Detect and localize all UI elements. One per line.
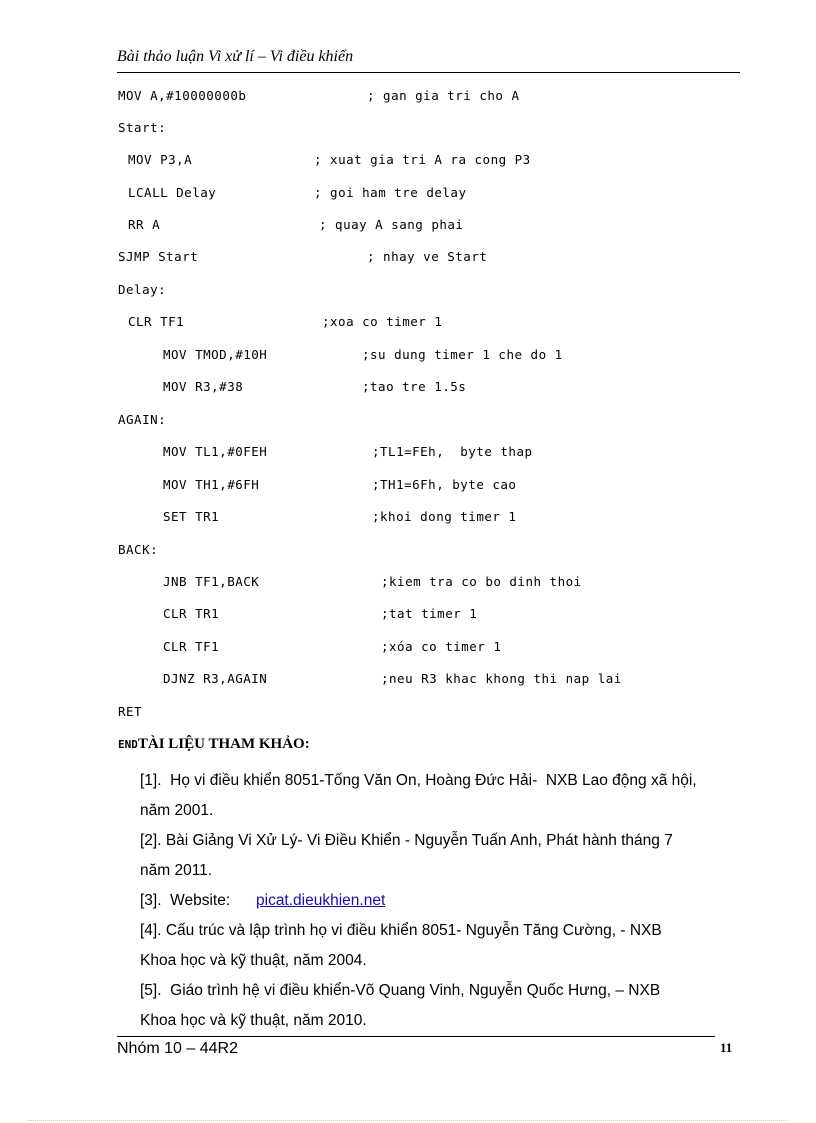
code-comment: ; goi ham tre delay xyxy=(314,185,467,200)
code-instr: SET TR1 xyxy=(163,509,220,524)
reference-item-4-line1: [4]. Cấu trúc và lập trình họ vi điều khiển 8051- Nguyễn Tăng Cường, - NXB xyxy=(140,922,662,939)
code-instr: DJNZ R3,AGAIN xyxy=(163,671,268,686)
code-comment: ;tat timer 1 xyxy=(381,606,478,621)
code-instr: SJMP Start xyxy=(118,249,199,264)
code-label: AGAIN: xyxy=(118,412,167,427)
code-label: Start: xyxy=(118,120,167,135)
page-bottom-dotted-line xyxy=(28,1120,788,1121)
code-instr: LCALL Delay xyxy=(128,185,217,200)
reference-item-5-line2: Khoa học và kỹ thuật, năm 2010. xyxy=(140,1012,367,1029)
code-instr: RR A xyxy=(128,217,161,232)
code-instr: MOV TL1,#0FEH xyxy=(163,444,268,459)
code-instr: CLR TF1 xyxy=(128,314,185,329)
reference-item-3-line1: [3]. Website: xyxy=(140,892,231,909)
end-label: END xyxy=(118,738,138,751)
code-comment: ; nhay ve Start xyxy=(367,249,488,264)
code-comment: ;TH1=6Fh, byte cao xyxy=(372,477,517,492)
code-label: BACK: xyxy=(118,542,159,557)
code-instr: JNB TF1,BACK xyxy=(163,574,260,589)
code-comment: ;TL1=FEh, byte thap xyxy=(372,444,533,459)
code-instr: MOV P3,A xyxy=(128,152,193,167)
reference-item-5-line1: [5]. Giáo trình hệ vi điều khiển-Võ Quang Vinh, Nguyễn Quốc Hưng, – NXB xyxy=(140,982,661,999)
code-comment: ;su dung timer 1 che do 1 xyxy=(362,347,563,362)
page-number: 11 xyxy=(720,1040,733,1055)
reference-item-2-line1: [2]. Bài Giảng Vi Xử Lý- Vi Điều Khiển - Nguyễn Tuấn Anh, Phát hành tháng 7 xyxy=(140,832,673,849)
code-label: Delay: xyxy=(118,282,167,297)
code-instr: MOV TMOD,#10H xyxy=(163,347,268,362)
footer-rule xyxy=(117,1036,715,1037)
code-instr: CLR TR1 xyxy=(163,606,220,621)
references-title: TÀI LIỆU THAM KHẢO: xyxy=(137,736,310,752)
code-comment: ;kiem tra co bo dinh thoi xyxy=(381,574,582,589)
reference-item-1-line1: [1]. Họ vi điều khiển 8051-Tống Văn On, Hoàng Đức Hải- NXB Lao động xã hội, xyxy=(140,772,697,789)
code-instr: RET xyxy=(118,704,143,719)
code-comment: ; gan gia tri cho A xyxy=(367,88,520,103)
code-instr: MOV A,#10000000b xyxy=(118,88,247,103)
reference-item-1-line2: năm 2001. xyxy=(140,802,214,819)
reference-item-2-line2: năm 2011. xyxy=(140,862,213,879)
code-instr: MOV TH1,#6FH xyxy=(163,477,260,492)
code-instr: CLR TF1 xyxy=(163,639,220,654)
footer-group: Nhóm 10 – 44R2 xyxy=(117,1040,238,1057)
code-comment: ;xoa co timer 1 xyxy=(322,314,443,329)
code-instr: MOV R3,#38 xyxy=(163,379,244,394)
code-comment: ; xuat gia tri A ra cong P3 xyxy=(314,152,531,167)
code-comment: ;tao tre 1.5s xyxy=(362,379,467,394)
reference-item-4-line2: Khoa học và kỹ thuật, năm 2004. xyxy=(140,952,367,969)
code-comment: ;xóa co timer 1 xyxy=(381,639,502,654)
page-header-title: Bài thảo luận Vi xử lí – Vi điều khiển xyxy=(117,48,354,65)
website-link[interactable]: picat.dieukhien.net xyxy=(256,892,386,909)
code-comment: ; quay A sang phai xyxy=(319,217,464,232)
header-rule xyxy=(117,72,740,73)
code-comment: ;khoi dong timer 1 xyxy=(372,509,517,524)
references-heading xyxy=(118,736,310,753)
code-comment: ;neu R3 khac khong thi nap lai xyxy=(381,671,622,686)
